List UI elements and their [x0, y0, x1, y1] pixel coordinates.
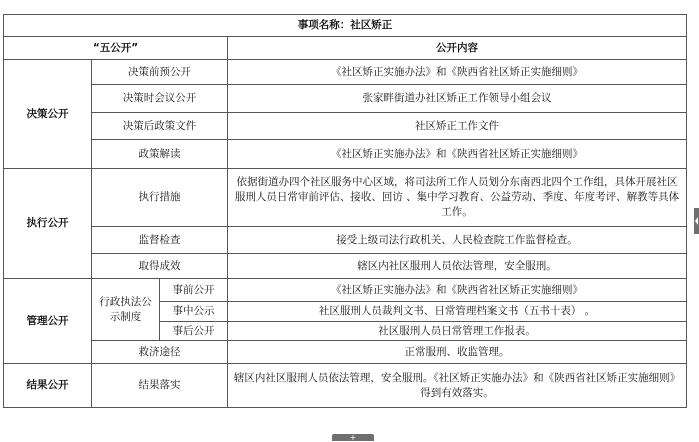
row-content-post-decision: 社区矫正工作文件 — [228, 113, 687, 140]
row-label-prior-disclosure: 事前公开 — [160, 279, 228, 302]
row-label-post-disclosure: 事后公开 — [160, 322, 228, 341]
row-label-outcome: 取得成效 — [92, 254, 228, 279]
row-label-disclosure-system: 行政执法公示制度 — [92, 279, 160, 341]
row-label-policy-interpretation: 政策解读 — [92, 140, 228, 169]
row-label-decision-meeting: 决策时会议公开 — [92, 85, 228, 113]
table-title: 事项名称：社区矫正 — [4, 15, 687, 37]
row-content-in-process: 社区服刑人员裁判文书、日常管理档案文书（五书十表） 。 — [228, 302, 687, 322]
disclosure-table — [3, 14, 687, 408]
row-content-decision-meeting: 张家畔街道办社区矫正工作领导小组会议 — [228, 85, 687, 113]
row-content-remedy: 正常服刑、收监管理。 — [228, 341, 687, 364]
header-content: 公开内容 — [228, 37, 687, 60]
row-content-outcome: 辖区内社区服刑人员依法管理，安全服刑。 — [228, 254, 687, 279]
side-scroll-handle[interactable] — [694, 208, 699, 234]
group-decision: 决策公开 — [4, 60, 92, 169]
row-label-remedy: 救济途径 — [92, 341, 228, 364]
row-content-measures: 依据街道办四个社区服务中心区域，将司法所工作人员划分东南西北四个工作组，具体开展社区服刑人员日常审前评估、接收、回访 、集中学习教育、公益劳动、季度、年度考评、解教等具体工作。 — [228, 169, 687, 227]
row-label-implementation: 结果落实 — [92, 364, 228, 408]
row-label-pre-decision: 决策前预公开 — [92, 60, 228, 85]
row-content-prior-disclosure: 《社区矫正实施办法》和《陕西省社区矫正实施细则》 — [228, 279, 687, 302]
row-content-policy-interpretation: 《社区矫正实施办法》和《陕西省社区矫正实施细则》 — [228, 140, 687, 169]
group-result: 结果公开 — [4, 364, 92, 408]
group-management: 管理公开 — [4, 279, 92, 364]
row-label-supervision: 监督检查 — [92, 227, 228, 254]
row-content-pre-decision: 《社区矫正实施办法》和《陕西省社区矫正实施细则》 — [228, 60, 687, 85]
row-label-measures: 执行措施 — [92, 169, 228, 227]
row-label-post-decision: 决策后政策文件 — [92, 113, 228, 140]
header-five-public: “五公开” — [4, 37, 228, 60]
row-content-post-disclosure: 社区服刑人员日常管理工作报表。 — [228, 322, 687, 341]
row-content-implementation: 辖区内社区服刑人员依法管理，安全服刑。《社区矫正实施办法》和《陕西省社区矫正实施细则》 得到有效落实。 — [228, 364, 687, 408]
group-execution: 执行公开 — [4, 169, 92, 279]
row-content-supervision: 接受上级司法行政机关、人民检查院工作监督检查。 — [228, 227, 687, 254]
bottom-expand-tab[interactable]: + — [332, 434, 374, 441]
row-label-in-process: 事中公示 — [160, 302, 228, 322]
